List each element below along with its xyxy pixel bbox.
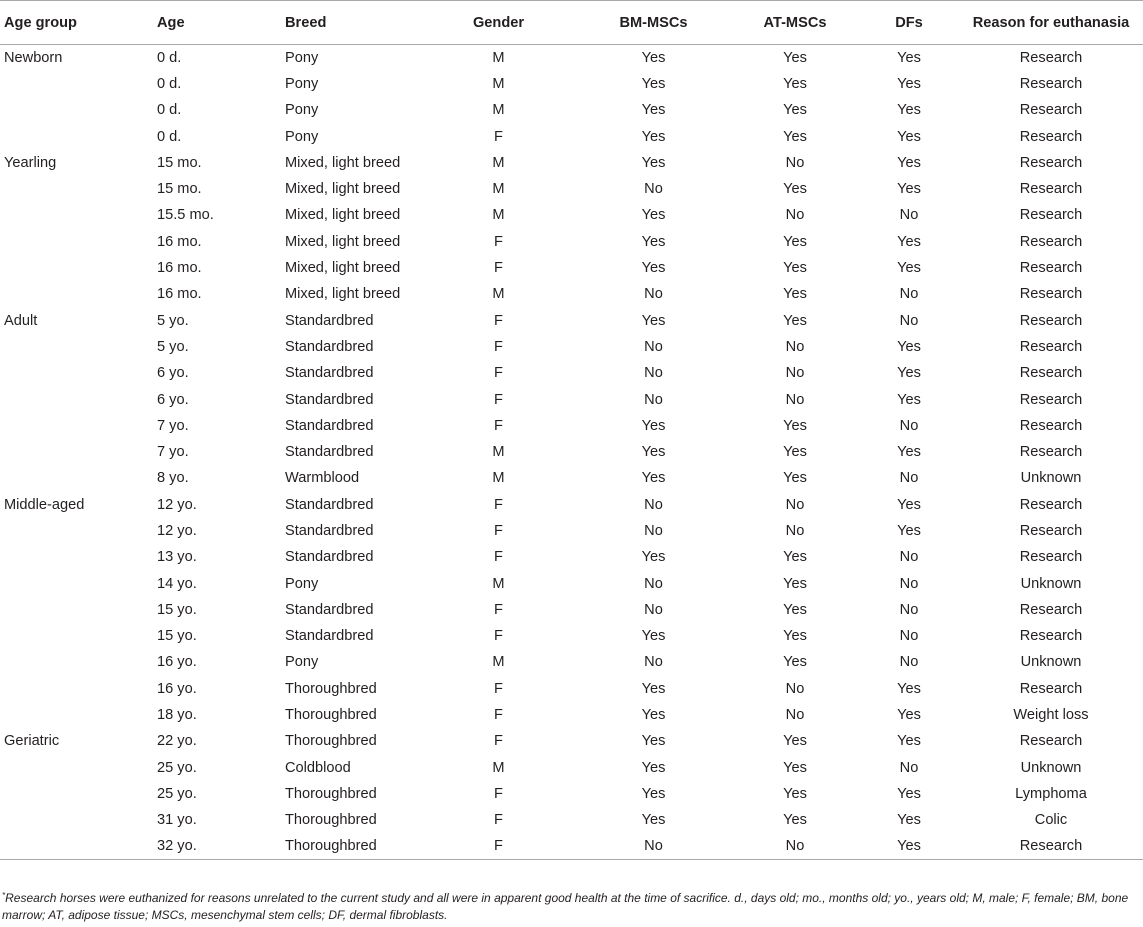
cell-reason: Unknown xyxy=(1020,759,1082,776)
cell-bm-mscs: Yes xyxy=(641,49,666,66)
cell-at-mscs: No xyxy=(785,338,805,355)
cell-gender: M xyxy=(492,75,505,92)
column-header-at-mscs: AT-MSCs xyxy=(731,1,859,45)
cell-dfs: Yes xyxy=(897,260,921,277)
cell-breed: Standardbred xyxy=(285,496,374,513)
cell-at-mscs: No xyxy=(785,207,805,224)
cell-reason: Colic xyxy=(1034,812,1068,829)
cell-gender: F xyxy=(494,628,503,645)
cell-dfs: Yes xyxy=(897,785,921,802)
cell-reason: Research xyxy=(1019,102,1083,119)
cell-bm-mscs: Yes xyxy=(641,733,666,750)
cell-age-group xyxy=(0,386,145,412)
table-row xyxy=(0,833,1143,859)
cell-gender: F xyxy=(494,312,503,329)
cell-breed: Thoroughbred xyxy=(285,733,377,750)
cell-breed: Pony xyxy=(285,75,319,92)
table-row xyxy=(0,176,1143,202)
cell-breed: Standardbred xyxy=(285,417,374,434)
cell-bm-mscs: Yes xyxy=(641,207,666,224)
cell-gender: F xyxy=(494,391,503,408)
cell-dfs: Yes xyxy=(897,181,921,198)
cell-breed: Mixed, light breed xyxy=(285,286,401,303)
footnote-marker: * xyxy=(2,891,6,900)
cell-at-mscs: Yes xyxy=(783,286,807,303)
cell-bm-mscs: Yes xyxy=(641,233,666,250)
cell-dfs: No xyxy=(899,286,919,303)
cell-age: 0 d. xyxy=(157,128,182,145)
table-row xyxy=(0,45,1143,71)
cell-bm-mscs: No xyxy=(644,181,663,198)
cell-reason: Weight loss xyxy=(1013,707,1089,724)
cell-at-mscs: Yes xyxy=(783,654,807,671)
cell-dfs: Yes xyxy=(897,128,921,145)
table-row xyxy=(0,334,1143,360)
cell-age: 16 mo. xyxy=(157,260,202,277)
cell-age-group xyxy=(0,439,145,465)
table-footnote xyxy=(2,887,1140,924)
cell-age-group: Adult xyxy=(4,312,38,329)
cell-age: 8 yo. xyxy=(157,470,189,487)
cell-bm-mscs: No xyxy=(644,522,663,539)
cell-reason: Research xyxy=(1019,260,1083,277)
cell-bm-mscs: No xyxy=(644,391,663,408)
cell-dfs: Yes xyxy=(897,102,921,119)
cell-age: 16 mo. xyxy=(157,286,202,303)
column-header-age: Age xyxy=(145,1,281,45)
cell-age-group xyxy=(0,544,145,570)
cell-age: 6 yo. xyxy=(157,365,189,382)
cell-at-mscs: No xyxy=(785,680,805,697)
cell-gender: F xyxy=(494,496,503,513)
cell-breed: Pony xyxy=(285,102,319,119)
cell-bm-mscs: No xyxy=(644,286,663,303)
cell-age-group xyxy=(0,623,145,649)
cell-age-group xyxy=(0,807,145,833)
column-header-gender: Gender xyxy=(421,1,576,45)
cell-age: 15.5 mo. xyxy=(157,207,214,224)
cell-dfs: Yes xyxy=(897,707,921,724)
cell-gender: M xyxy=(492,286,505,303)
cell-age: 31 yo. xyxy=(157,812,197,829)
cell-gender: F xyxy=(494,812,503,829)
cell-at-mscs: Yes xyxy=(783,102,807,119)
cell-at-mscs: No xyxy=(785,154,805,171)
cell-reason: Research xyxy=(1019,207,1083,224)
cell-bm-mscs: No xyxy=(644,575,663,592)
cell-gender: M xyxy=(492,759,505,776)
cell-age-group xyxy=(0,465,145,491)
table-row xyxy=(0,202,1143,228)
cell-breed: Thoroughbred xyxy=(281,833,421,859)
cell-bm-mscs: No xyxy=(644,601,663,618)
cell-reason: Unknown xyxy=(1020,654,1082,671)
cell-at-mscs: Yes xyxy=(783,181,807,198)
cell-bm-mscs: Yes xyxy=(641,312,666,329)
cell-bm-mscs: No xyxy=(644,365,663,382)
cell-reason: Research xyxy=(1019,549,1083,566)
table-row xyxy=(0,71,1143,97)
cell-age: 0 d. xyxy=(157,75,182,92)
cell-age: 0 d. xyxy=(157,102,182,119)
cell-gender: F xyxy=(494,417,503,434)
table-body xyxy=(0,45,1143,860)
cell-at-mscs: No xyxy=(785,707,805,724)
cell-gender: M xyxy=(492,181,505,198)
cell-bm-mscs: Yes xyxy=(641,154,666,171)
cell-bm-mscs: Yes xyxy=(641,549,666,566)
cell-at-mscs: Yes xyxy=(783,233,807,250)
cell-gender: M xyxy=(492,207,505,224)
cell-bm-mscs: Yes xyxy=(641,102,666,119)
cell-dfs: No xyxy=(899,417,919,434)
cell-age-group xyxy=(0,176,145,202)
cell-age: 16 yo. xyxy=(157,654,197,671)
cell-reason: Research xyxy=(1019,128,1083,145)
cell-dfs: No xyxy=(899,312,919,329)
cell-breed: Standardbred xyxy=(285,601,374,618)
cell-breed: Pony xyxy=(285,654,319,671)
table-row xyxy=(0,150,1143,176)
cell-reason: Research xyxy=(1019,444,1083,461)
cell-breed: Mixed, light breed xyxy=(285,233,401,250)
cell-age-group xyxy=(0,833,145,859)
cell-age-group xyxy=(0,202,145,228)
cell-gender: M xyxy=(492,575,505,592)
cell-gender: F xyxy=(421,833,576,859)
cell-age: 32 yo. xyxy=(145,833,281,859)
cell-bm-mscs: Yes xyxy=(641,707,666,724)
cell-reason: Research xyxy=(1019,338,1083,355)
cell-gender: F xyxy=(494,680,503,697)
cell-reason: Research xyxy=(1019,522,1083,539)
cell-dfs: Yes xyxy=(897,496,921,513)
table-row xyxy=(0,465,1143,491)
table-row xyxy=(0,123,1143,149)
cell-reason: Research xyxy=(1019,49,1083,66)
cell-breed: Mixed, light breed xyxy=(285,260,401,277)
cell-breed: Pony xyxy=(285,128,319,145)
cell-dfs: Yes xyxy=(897,154,921,171)
cell-bm-mscs: Yes xyxy=(641,75,666,92)
table-row xyxy=(0,755,1143,781)
cell-at-mscs: Yes xyxy=(783,128,807,145)
table-row xyxy=(0,413,1143,439)
cell-age-group xyxy=(0,123,145,149)
column-header-breed: Breed xyxy=(281,1,421,45)
cell-bm-mscs: Yes xyxy=(641,628,666,645)
column-header-bm-mscs: BM-MSCs xyxy=(576,1,731,45)
cell-at-mscs: Yes xyxy=(783,628,807,645)
cell-gender: M xyxy=(492,49,505,66)
table-row xyxy=(0,570,1143,596)
cell-age: 13 yo. xyxy=(157,549,197,566)
cell-age-group xyxy=(0,360,145,386)
cell-at-mscs: No xyxy=(731,833,859,859)
cell-breed: Thoroughbred xyxy=(285,680,377,697)
table-row xyxy=(0,492,1143,518)
cell-gender: F xyxy=(494,601,503,618)
cell-dfs: Yes xyxy=(897,733,921,750)
cell-at-mscs: Yes xyxy=(783,601,807,618)
cell-bm-mscs: Yes xyxy=(641,128,666,145)
cell-dfs: No xyxy=(899,759,919,776)
cell-at-mscs: Yes xyxy=(783,549,807,566)
cell-breed: Mixed, light breed xyxy=(285,154,401,171)
table-row xyxy=(0,255,1143,281)
cell-age: 5 yo. xyxy=(157,312,189,329)
table-row xyxy=(0,229,1143,255)
cell-at-mscs: Yes xyxy=(783,444,807,461)
cell-gender: F xyxy=(494,128,503,145)
cell-dfs: Yes xyxy=(897,75,921,92)
cell-age-group xyxy=(0,413,145,439)
cell-at-mscs: No xyxy=(785,522,805,539)
footnote-text: Research horses were euthanized for reasons unrelated to the current study and all were in apparent good health at the time of sacrifice. d., days old; mo., months old; yo., years old; M, male; F, female; BM, bone marrow; AT, adipose tissue; MSCs, mesenchymal stem cells; DF, dermal fibroblasts. xyxy=(2,891,1129,922)
cell-breed: Standardbred xyxy=(285,312,374,329)
cell-gender: F xyxy=(494,338,503,355)
cell-reason: Research xyxy=(1019,733,1083,750)
cell-bm-mscs: Yes xyxy=(641,759,666,776)
cell-gender: F xyxy=(494,549,503,566)
table-row xyxy=(0,544,1143,570)
cell-dfs: Yes xyxy=(897,365,921,382)
cell-dfs: Yes xyxy=(897,680,921,697)
cell-breed: Standardbred xyxy=(285,549,374,566)
column-header-age-group: Age group xyxy=(0,1,145,45)
table-row xyxy=(0,649,1143,675)
cell-age-group xyxy=(0,649,145,675)
cell-dfs: No xyxy=(899,601,919,618)
cell-dfs: Yes xyxy=(897,812,921,829)
cell-age: 15 yo. xyxy=(157,628,197,645)
cell-at-mscs: Yes xyxy=(783,812,807,829)
cell-age: 6 yo. xyxy=(157,391,189,408)
cell-at-mscs: Yes xyxy=(783,733,807,750)
cell-age: 7 yo. xyxy=(157,417,189,434)
cell-at-mscs: Yes xyxy=(783,312,807,329)
table-row xyxy=(0,518,1143,544)
cell-breed: Standardbred xyxy=(285,444,374,461)
cell-breed: Thoroughbred xyxy=(285,812,377,829)
cell-age-group xyxy=(0,334,145,360)
cell-at-mscs: No xyxy=(785,365,805,382)
table-row xyxy=(0,807,1143,833)
cell-breed: Coldblood xyxy=(285,759,351,776)
cell-age: 7 yo. xyxy=(157,444,189,461)
cell-reason: Research xyxy=(1019,601,1083,618)
cell-bm-mscs: Yes xyxy=(641,680,666,697)
cell-dfs: No xyxy=(899,207,919,224)
cell-bm-mscs: No xyxy=(644,496,663,513)
cell-reason: Research xyxy=(959,833,1143,859)
cell-breed: Standardbred xyxy=(285,338,374,355)
cell-age-group xyxy=(0,71,145,97)
cell-age-group: Geriatric xyxy=(4,733,60,750)
cell-gender: F xyxy=(494,233,503,250)
table-row xyxy=(0,702,1143,728)
cell-age-group xyxy=(0,229,145,255)
table-row xyxy=(0,439,1143,465)
cell-breed: Warmblood xyxy=(285,470,360,487)
cell-gender: M xyxy=(492,470,505,487)
cell-age-group xyxy=(0,281,145,307)
cell-breed: Standardbred xyxy=(285,391,374,408)
cell-reason: Research xyxy=(1019,233,1083,250)
cell-reason: Unknown xyxy=(1020,470,1082,487)
cell-dfs: Yes xyxy=(897,49,921,66)
table-row xyxy=(0,781,1143,807)
cell-at-mscs: Yes xyxy=(783,575,807,592)
cell-age: 12 yo. xyxy=(157,496,197,513)
cell-age: 14 yo. xyxy=(157,575,197,592)
cell-breed: Pony xyxy=(285,575,319,592)
table-row xyxy=(0,307,1143,333)
cell-gender: F xyxy=(494,733,503,750)
cell-gender: M xyxy=(492,444,505,461)
cell-age-group xyxy=(0,97,145,123)
cell-dfs: No xyxy=(899,470,919,487)
cell-gender: F xyxy=(494,522,503,539)
cell-at-mscs: Yes xyxy=(783,470,807,487)
cell-dfs: No xyxy=(899,575,919,592)
cell-reason: Research xyxy=(1019,680,1083,697)
cell-gender: F xyxy=(494,785,503,802)
cell-reason: Unknown xyxy=(1020,575,1082,592)
cell-age: 16 yo. xyxy=(157,680,197,697)
cell-dfs: Yes xyxy=(897,338,921,355)
cell-age: 16 mo. xyxy=(157,233,202,250)
cell-breed: Mixed, light breed xyxy=(285,181,401,198)
cell-dfs: No xyxy=(899,549,919,566)
table-row xyxy=(0,623,1143,649)
column-header-dfs: DFs xyxy=(859,1,959,45)
cell-age-group: Yearling xyxy=(4,154,57,171)
cell-at-mscs: Yes xyxy=(783,759,807,776)
cell-dfs: Yes xyxy=(897,522,921,539)
cell-breed: Standardbred xyxy=(285,628,374,645)
cell-breed: Mixed, light breed xyxy=(285,207,401,224)
cell-age: 18 yo. xyxy=(157,707,197,724)
cell-at-mscs: Yes xyxy=(783,417,807,434)
cell-breed: Pony xyxy=(285,49,319,66)
cell-gender: M xyxy=(492,102,505,119)
cell-bm-mscs: Yes xyxy=(641,812,666,829)
cell-reason: Research xyxy=(1019,181,1083,198)
cell-age: 25 yo. xyxy=(157,759,197,776)
cell-age: 0 d. xyxy=(157,49,182,66)
cell-reason: Research xyxy=(1019,417,1083,434)
header-row xyxy=(0,1,1143,45)
cell-dfs: No xyxy=(899,654,919,671)
cell-age-group xyxy=(0,755,145,781)
cell-age: 15 mo. xyxy=(157,181,202,198)
cell-reason: Research xyxy=(1019,154,1083,171)
cell-gender: F xyxy=(494,707,503,724)
cell-dfs: Yes xyxy=(897,233,921,250)
cell-at-mscs: Yes xyxy=(783,49,807,66)
cell-age-group xyxy=(0,255,145,281)
cell-gender: F xyxy=(494,365,503,382)
table-row xyxy=(0,676,1143,702)
cell-reason: Research xyxy=(1019,496,1083,513)
cell-age-group xyxy=(0,702,145,728)
table-row xyxy=(0,360,1143,386)
cell-dfs: Yes xyxy=(897,444,921,461)
cell-bm-mscs: No xyxy=(644,338,663,355)
table-row xyxy=(0,597,1143,623)
cell-age: 5 yo. xyxy=(157,338,189,355)
cell-bm-mscs: No xyxy=(644,654,663,671)
table-row xyxy=(0,97,1143,123)
cell-reason: Research xyxy=(1019,391,1083,408)
cell-breed: Standardbred xyxy=(285,365,374,382)
cell-dfs: Yes xyxy=(897,391,921,408)
cell-breed: Standardbred xyxy=(285,522,374,539)
cell-age: 25 yo. xyxy=(157,785,197,802)
column-header-reason: Reason for euthanasia xyxy=(959,1,1143,45)
table-row xyxy=(0,728,1143,754)
cell-age-group xyxy=(0,676,145,702)
cell-age: 12 yo. xyxy=(157,522,197,539)
cell-bm-mscs: Yes xyxy=(641,785,666,802)
table-row xyxy=(0,386,1143,412)
cell-reason: Research xyxy=(1019,312,1083,329)
cell-at-mscs: Yes xyxy=(783,75,807,92)
table-row xyxy=(0,281,1143,307)
cell-gender: M xyxy=(492,654,505,671)
cell-age-group xyxy=(0,518,145,544)
cell-age: 15 mo. xyxy=(157,154,202,171)
cell-age-group xyxy=(0,597,145,623)
cell-reason: Research xyxy=(1019,286,1083,303)
cell-age: 22 yo. xyxy=(157,733,197,750)
cell-dfs: Yes xyxy=(859,833,959,859)
cell-bm-mscs: Yes xyxy=(641,470,666,487)
cell-age-group xyxy=(0,570,145,596)
cell-age: 15 yo. xyxy=(157,601,197,618)
cell-gender: M xyxy=(492,154,505,171)
cell-breed: Thoroughbred xyxy=(285,785,377,802)
cell-at-mscs: No xyxy=(785,391,805,408)
cell-at-mscs: Yes xyxy=(783,260,807,277)
cell-age-group: Newborn xyxy=(4,49,63,66)
cell-bm-mscs: Yes xyxy=(641,417,666,434)
cell-bm-mscs: Yes xyxy=(641,444,666,461)
cell-reason: Research xyxy=(1019,628,1083,645)
cell-age-group: Middle-aged xyxy=(4,496,85,513)
cell-at-mscs: No xyxy=(785,496,805,513)
cell-reason: Lymphoma xyxy=(1015,785,1087,802)
cell-at-mscs: Yes xyxy=(783,785,807,802)
cell-reason: Research xyxy=(1019,365,1083,382)
cell-breed: Thoroughbred xyxy=(285,707,377,724)
cell-dfs: No xyxy=(899,628,919,645)
cell-reason: Research xyxy=(1019,75,1083,92)
cell-bm-mscs: Yes xyxy=(641,260,666,277)
cell-gender: F xyxy=(494,260,503,277)
cell-bm-mscs: No xyxy=(576,833,731,859)
cell-age-group xyxy=(0,781,145,807)
